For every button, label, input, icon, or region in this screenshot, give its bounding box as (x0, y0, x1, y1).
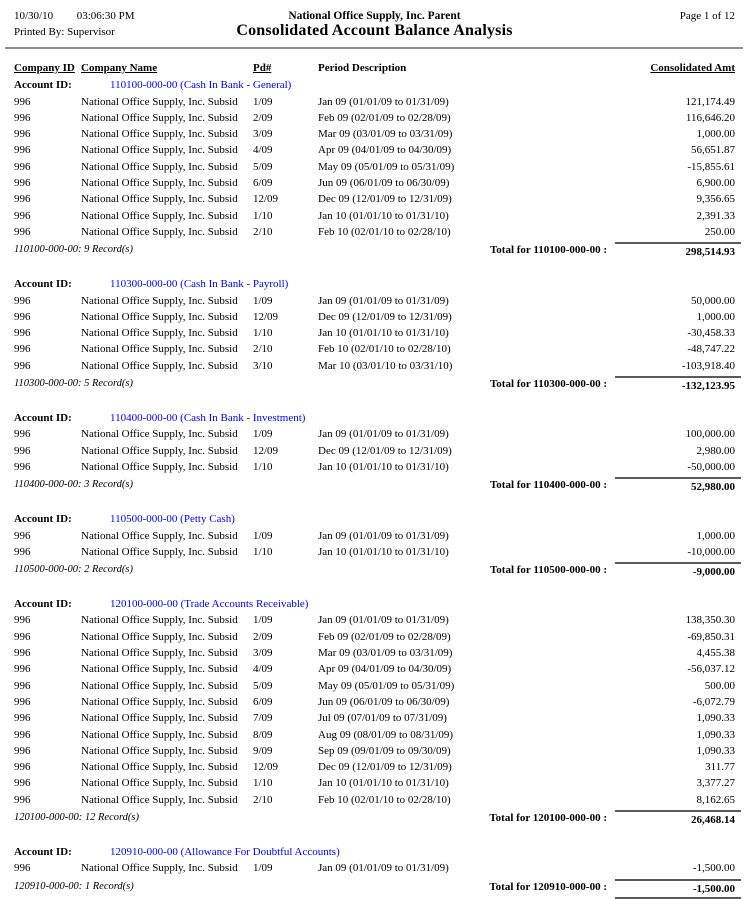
period-number-cell: 1/10 (253, 460, 273, 473)
account-section (0, 276, 748, 394)
company-name-cell: National Office Supply, Inc. Subsid (81, 294, 238, 307)
consolidated-amount-cell: 56,651.87 (691, 144, 735, 157)
company-id-cell: 996 (14, 679, 31, 692)
period-description-cell: Dec 09 (12/01/09 to 12/31/09) (318, 310, 452, 323)
consolidated-amount-cell: -50,000.00 (687, 460, 735, 473)
company-id-cell: 996 (14, 95, 31, 108)
period-description-cell: Dec 09 (12/01/09 to 12/31/09) (318, 761, 452, 774)
section-footer (0, 376, 748, 394)
account-link[interactable]: 110500-000-00 (Petty Cash) (110, 513, 235, 526)
balance-row (0, 159, 748, 175)
balance-row (0, 110, 748, 126)
account-link[interactable]: 120100-000-00 (Trade Accounts Receivable) (110, 598, 309, 611)
account-id-label: Account ID: (14, 412, 72, 425)
consolidated-amount-cell: 8,162.65 (696, 793, 735, 806)
balance-row (0, 126, 748, 142)
company-name-cell: National Office Supply, Inc. Subsid (81, 663, 238, 676)
account-id-label: Account ID: (14, 598, 72, 611)
company-name-cell: National Office Supply, Inc. Subsid (81, 529, 238, 542)
account-section (0, 511, 748, 580)
period-number-cell: 1/09 (253, 529, 273, 542)
period-number-cell: 2/10 (253, 225, 273, 238)
balance-row (0, 293, 748, 309)
period-description-cell: May 09 (05/01/09 to 05/31/09) (318, 679, 455, 692)
period-number-cell: 6/09 (253, 695, 273, 708)
company-name-cell: National Office Supply, Inc. Subsid (81, 679, 238, 692)
printed-by-label: Printed By: (14, 26, 65, 38)
period-number-cell: 2/09 (253, 111, 273, 124)
company-name-cell: National Office Supply, Inc. Subsid (81, 177, 238, 190)
company-id-cell: 996 (14, 177, 31, 190)
section-total-label: Total for 110100-000-00 : (489, 244, 607, 257)
header-row-2 (14, 22, 735, 40)
consolidated-amount-cell: 1,090.33 (696, 728, 735, 741)
company-name-cell: National Office Supply, Inc. Subsid (81, 193, 238, 206)
period-description-cell: Aug 09 (08/01/09 to 08/31/09) (318, 728, 454, 741)
section-footer (0, 242, 748, 260)
period-number-cell: 2/09 (253, 630, 273, 643)
balance-row (0, 612, 748, 628)
account-header-row (0, 276, 748, 292)
period-description-cell: Jan 10 (01/01/10 to 01/31/10) (318, 545, 449, 558)
period-description-cell: Feb 10 (02/01/10 to 02/28/10) (318, 225, 451, 238)
page-indicator: Page 1 of 12 (679, 10, 735, 22)
consolidated-amount-cell: 500.00 (704, 679, 735, 692)
consolidated-amount-cell: 1,000.00 (696, 529, 735, 542)
consolidated-amount-cell: 4,455.38 (696, 647, 735, 660)
account-link[interactable]: 110100-000-00 (Cash In Bank - General) (110, 79, 292, 92)
consolidated-amount-cell: 50,000.00 (691, 294, 735, 307)
company-id-cell: 996 (14, 529, 31, 542)
company-name-cell: National Office Supply, Inc. Subsid (81, 460, 238, 473)
balance-row (0, 694, 748, 710)
report-sections (0, 77, 748, 898)
section-footer (0, 879, 748, 899)
period-description-cell: Dec 09 (12/01/09 to 12/31/09) (318, 193, 452, 206)
column-header-company-id: Company ID (14, 62, 75, 74)
printed-by (14, 26, 229, 38)
period-number-cell: 12/09 (253, 193, 279, 206)
consolidated-amount-cell: 100,000.00 (685, 428, 735, 441)
period-number-cell: 1/10 (253, 545, 273, 558)
company-name-cell: National Office Supply, Inc. Subsid (81, 712, 238, 725)
period-number-cell: 12/09 (253, 444, 279, 457)
period-description-cell: Jan 09 (01/01/09 to 01/31/09) (318, 529, 449, 542)
column-header-pd: Pd# (253, 62, 272, 74)
period-description-cell: Jan 10 (01/01/10 to 01/31/10) (318, 209, 449, 222)
consolidated-amount-cell: -6,072.79 (692, 695, 735, 708)
account-section (0, 844, 748, 899)
period-number-cell: 7/09 (253, 712, 273, 725)
period-number-cell: 4/09 (253, 144, 273, 157)
balance-row (0, 860, 748, 876)
company-id-cell: 996 (14, 744, 31, 757)
consolidated-amount-cell: 121,174.49 (685, 95, 735, 108)
company-name-cell: National Office Supply, Inc. Subsid (81, 144, 238, 157)
balance-row (0, 661, 748, 677)
section-footer (0, 477, 748, 495)
account-section (0, 77, 748, 260)
company-name-title: National Office Supply, Inc. Parent (288, 10, 461, 22)
section-total-amount: 52,980.00 (615, 477, 741, 495)
period-description-cell: Mar 09 (03/01/09 to 03/31/09) (318, 128, 453, 141)
period-number-cell: 1/09 (253, 95, 273, 108)
period-number-cell: 1/09 (253, 862, 273, 875)
consolidated-amount-cell: 1,000.00 (696, 310, 735, 323)
section-total-amount: -9,000.00 (615, 562, 741, 580)
period-number-cell: 1/09 (253, 614, 273, 627)
company-id-cell: 996 (14, 663, 31, 676)
company-name-cell: National Office Supply, Inc. Subsid (81, 327, 238, 340)
company-id-cell: 996 (14, 310, 31, 323)
balance-row (0, 743, 748, 759)
company-name-cell: National Office Supply, Inc. Subsid (81, 545, 238, 558)
company-id-cell: 996 (14, 327, 31, 340)
column-header-consolidated-amt: Consolidated Amt (650, 62, 735, 74)
section-footer (0, 810, 748, 828)
company-name-cell: National Office Supply, Inc. Subsid (81, 793, 238, 806)
period-description-cell: Jul 09 (07/01/09 to 07/31/09) (318, 712, 447, 725)
consolidated-amount-cell: 1,000.00 (696, 128, 735, 141)
period-description-cell: Jan 10 (01/01/10 to 01/31/10) (318, 460, 449, 473)
period-number-cell: 3/09 (253, 128, 273, 141)
period-number-cell: 8/09 (253, 728, 273, 741)
consolidated-amount-cell: 116,646.20 (685, 111, 735, 124)
balance-row (0, 775, 748, 791)
consolidated-amount-cell: -103,918.40 (681, 359, 735, 372)
company-name-cell: National Office Supply, Inc. Subsid (81, 225, 238, 238)
company-id-cell: 996 (14, 209, 31, 222)
period-description-cell: Jan 10 (01/01/10 to 01/31/10) (318, 327, 449, 340)
company-name-cell: National Office Supply, Inc. Subsid (81, 359, 238, 372)
record-count: 110400-000-00: 3 Record(s) (14, 479, 133, 491)
balance-row (0, 94, 748, 110)
company-id-cell: 996 (14, 545, 31, 558)
balance-row (0, 544, 748, 560)
period-description-cell: Apr 09 (04/01/09 to 04/30/09) (318, 144, 452, 157)
consolidated-amount-cell: 9,356.65 (696, 193, 735, 206)
account-id-label: Account ID: (14, 845, 72, 858)
company-id-cell: 996 (14, 728, 31, 741)
period-number-cell: 2/10 (253, 343, 273, 356)
balance-row (0, 792, 748, 808)
report-title: Consolidated Account Balance Analysis (236, 22, 513, 39)
company-name-cell: National Office Supply, Inc. Subsid (81, 343, 238, 356)
period-number-cell: 1/10 (253, 777, 273, 790)
company-id-cell: 996 (14, 793, 31, 806)
company-id-cell: 996 (14, 614, 31, 627)
consolidated-amount-cell: 2,391.33 (696, 209, 735, 222)
record-count: 110100-000-00: 9 Record(s) (14, 244, 133, 256)
company-name-cell: National Office Supply, Inc. Subsid (81, 128, 238, 141)
company-name-cell: National Office Supply, Inc. Subsid (81, 777, 238, 790)
balance-row (0, 358, 748, 374)
company-id-cell: 996 (14, 777, 31, 790)
consolidated-amount-cell: -1,500.00 (692, 862, 735, 875)
period-description-cell: May 09 (05/01/09 to 05/31/09) (318, 160, 455, 173)
period-description-cell: Jun 09 (06/01/09 to 06/30/09) (318, 177, 450, 190)
consolidated-amount-cell: 6,900.00 (696, 177, 735, 190)
account-header-row (0, 410, 748, 426)
company-id-cell: 996 (14, 761, 31, 774)
period-number-cell: 12/09 (253, 310, 279, 323)
company-name-cell: National Office Supply, Inc. Subsid (81, 444, 238, 457)
period-number-cell: 1/09 (253, 294, 273, 307)
consolidated-amount-cell: 311.77 (705, 761, 735, 774)
balance-row (0, 727, 748, 743)
company-id-cell: 996 (14, 111, 31, 124)
print-time: 03:06:30 PM (76, 10, 135, 22)
period-description-cell: Feb 10 (02/01/10 to 02/28/10) (318, 343, 451, 356)
period-description-cell: Feb 10 (02/01/10 to 02/28/10) (318, 793, 451, 806)
period-description-cell: Jan 09 (01/01/09 to 01/31/09) (318, 428, 449, 441)
print-date: 10/30/10 (14, 10, 54, 22)
company-id-cell: 996 (14, 193, 31, 206)
section-total-amount: -1,500.00 (615, 879, 741, 899)
company-id-cell: 996 (14, 160, 31, 173)
company-name-cell: National Office Supply, Inc. Subsid (81, 744, 238, 757)
company-id-cell: 996 (14, 359, 31, 372)
company-name-cell: National Office Supply, Inc. Subsid (81, 695, 238, 708)
period-number-cell: 9/09 (253, 744, 273, 757)
period-description-cell: Feb 09 (02/01/09 to 02/28/09) (318, 630, 451, 643)
balance-row (0, 224, 748, 240)
balance-row (0, 443, 748, 459)
consolidated-amount-cell: 2,980.00 (696, 444, 735, 457)
header-row-1 (14, 10, 735, 22)
balance-row (0, 710, 748, 726)
company-id-cell: 996 (14, 128, 31, 141)
company-name-cell: National Office Supply, Inc. Subsid (81, 310, 238, 323)
consolidated-amount-cell: -69,850.31 (687, 630, 735, 643)
period-description-cell: Feb 09 (02/01/09 to 02/28/09) (318, 111, 451, 124)
company-name-cell: National Office Supply, Inc. Subsid (81, 647, 238, 660)
balance-row (0, 191, 748, 207)
section-total-label: Total for 110500-000-00 : (489, 564, 607, 577)
company-name-cell: National Office Supply, Inc. Subsid (81, 160, 238, 173)
period-number-cell: 1/09 (253, 428, 273, 441)
account-id-label: Account ID: (14, 79, 72, 92)
consolidated-amount-cell: -30,458.33 (687, 327, 735, 340)
balance-row (0, 309, 748, 325)
printed-by-value: Supervisor (67, 26, 115, 38)
header-divider (5, 47, 743, 49)
period-description-cell: Jan 09 (01/01/09 to 01/31/09) (318, 862, 449, 875)
company-name-cell: National Office Supply, Inc. Subsid (81, 728, 238, 741)
consolidated-amount-cell: -15,855.61 (687, 160, 735, 173)
company-id-cell: 996 (14, 712, 31, 725)
account-id-label: Account ID: (14, 513, 72, 526)
period-description-cell: Sep 09 (09/01/09 to 09/30/09) (318, 744, 451, 757)
section-total-label: Total for 120100-000-00 : (489, 811, 607, 824)
consolidated-amount-cell: -10,000.00 (687, 545, 735, 558)
company-id-cell: 996 (14, 630, 31, 643)
consolidated-amount-cell: -48,747.22 (687, 343, 735, 356)
balance-row (0, 426, 748, 442)
consolidated-amount-cell: 3,377.27 (696, 777, 735, 790)
period-number-cell: 2/10 (253, 793, 273, 806)
balance-row (0, 459, 748, 475)
period-description-cell: Jan 10 (01/01/10 to 01/31/10) (318, 777, 449, 790)
period-description-cell: Dec 09 (12/01/09 to 12/31/09) (318, 444, 452, 457)
company-id-cell: 996 (14, 647, 31, 660)
balance-row (0, 208, 748, 224)
section-total-amount: -132,123.95 (615, 376, 741, 394)
company-name-cell: National Office Supply, Inc. Subsid (81, 428, 238, 441)
company-name-cell: National Office Supply, Inc. Subsid (81, 209, 238, 222)
balance-row (0, 528, 748, 544)
header-datetime (14, 10, 229, 22)
record-count: 120100-000-00: 12 Record(s) (14, 811, 140, 823)
company-name-cell: National Office Supply, Inc. Subsid (81, 761, 238, 774)
company-id-cell: 996 (14, 444, 31, 457)
record-count: 120910-000-00: 1 Record(s) (14, 880, 134, 892)
period-number-cell: 12/09 (253, 761, 279, 774)
period-number-cell: 3/10 (253, 359, 273, 372)
account-section (0, 596, 748, 828)
company-name-cell: National Office Supply, Inc. Subsid (81, 630, 238, 643)
company-id-cell: 996 (14, 144, 31, 157)
period-number-cell: 3/09 (253, 647, 273, 660)
company-id-cell: 996 (14, 294, 31, 307)
balance-row (0, 341, 748, 357)
period-description-cell: Mar 09 (03/01/09 to 03/31/09) (318, 647, 453, 660)
period-description-cell: Jan 09 (01/01/09 to 01/31/09) (318, 95, 449, 108)
account-header-row (0, 596, 748, 612)
account-link[interactable]: 120910-000-00 (Allowance For Doubtful Accounts) (110, 845, 340, 858)
section-total-label: Total for 120910-000-00 : (489, 880, 607, 893)
period-description-cell: Apr 09 (04/01/09 to 04/30/09) (318, 663, 452, 676)
company-id-cell: 996 (14, 460, 31, 473)
company-name-cell: National Office Supply, Inc. Subsid (81, 614, 238, 627)
balance-row (0, 175, 748, 191)
period-description-cell: Jan 09 (01/01/09 to 01/31/09) (318, 294, 449, 307)
period-description-cell: Mar 10 (03/01/10 to 03/31/10) (318, 359, 453, 372)
balance-row (0, 629, 748, 645)
column-headers (0, 60, 748, 76)
balance-row (0, 759, 748, 775)
account-id-label: Account ID: (14, 278, 72, 291)
period-number-cell: 5/09 (253, 160, 273, 173)
section-total-label: Total for 110300-000-00 : (489, 378, 607, 391)
account-header-row (0, 844, 748, 860)
period-number-cell: 1/10 (253, 327, 273, 340)
section-total-amount: 26,468.14 (615, 810, 741, 828)
section-footer (0, 562, 748, 580)
company-id-cell: 996 (14, 695, 31, 708)
period-description-cell: Jun 09 (06/01/09 to 06/30/09) (318, 695, 450, 708)
company-id-cell: 996 (14, 343, 31, 356)
company-name-cell: National Office Supply, Inc. Subsid (81, 111, 238, 124)
account-link[interactable]: 110400-000-00 (Cash In Bank - Investment) (110, 412, 306, 425)
record-count: 110300-000-00: 5 Record(s) (14, 378, 133, 390)
account-link[interactable]: 110300-000-00 (Cash In Bank - Payroll) (110, 278, 289, 291)
consolidated-amount-cell: 138,350.30 (685, 614, 735, 627)
period-number-cell: 5/09 (253, 679, 273, 692)
consolidated-amount-cell: 1,090.33 (696, 744, 735, 757)
balance-row (0, 678, 748, 694)
account-header-row (0, 77, 748, 93)
period-description-cell: Jan 09 (01/01/09 to 01/31/09) (318, 614, 449, 627)
column-header-company-name: Company Name (81, 62, 158, 74)
company-id-cell: 996 (14, 428, 31, 441)
record-count: 110500-000-00: 2 Record(s) (14, 564, 133, 576)
company-id-cell: 996 (14, 225, 31, 238)
account-section (0, 410, 748, 495)
period-number-cell: 4/09 (253, 663, 273, 676)
account-header-row (0, 511, 748, 527)
company-id-cell: 996 (14, 862, 31, 875)
balance-row (0, 142, 748, 158)
report-header (0, 0, 748, 40)
section-total-amount: 298,514.93 (615, 242, 741, 260)
period-number-cell: 1/10 (253, 209, 273, 222)
company-name-cell: National Office Supply, Inc. Subsid (81, 862, 238, 875)
balance-row (0, 645, 748, 661)
period-number-cell: 6/09 (253, 177, 273, 190)
company-name-cell: National Office Supply, Inc. Subsid (81, 95, 238, 108)
consolidated-amount-cell: -56,037.12 (687, 663, 735, 676)
balance-row (0, 325, 748, 341)
consolidated-amount-cell: 1,090.33 (696, 712, 735, 725)
consolidated-amount-cell: 250.00 (704, 225, 735, 238)
column-header-period-description: Period Description (318, 62, 407, 74)
section-total-label: Total for 110400-000-00 : (489, 479, 607, 492)
